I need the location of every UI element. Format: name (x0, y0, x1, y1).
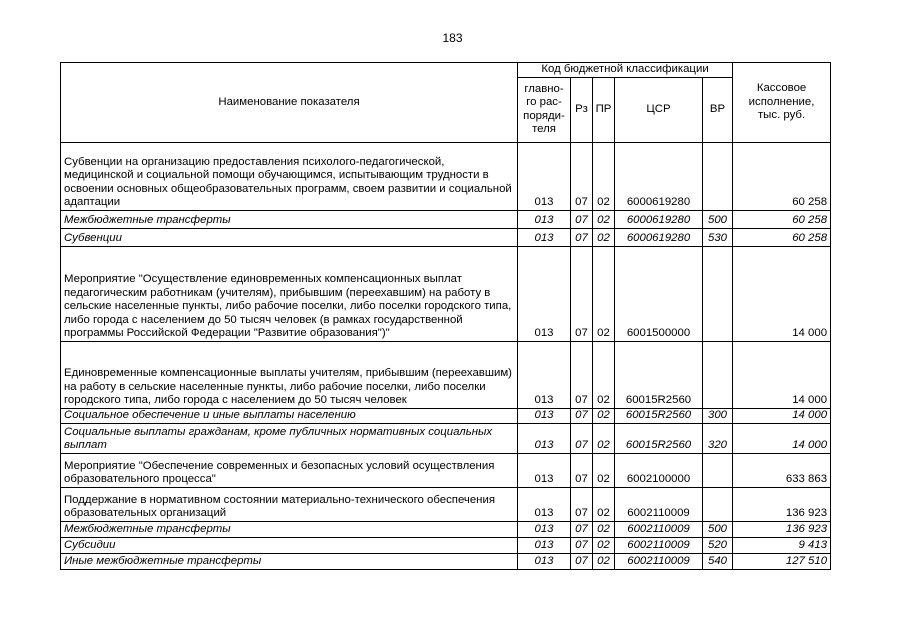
row-admin-code: 013 (518, 521, 571, 537)
header-pr: ПР (593, 77, 615, 142)
row-rz: 07 (571, 142, 593, 210)
row-name: Иные межбюджетные трансферты (61, 553, 518, 569)
row-name: Единовременные компенсационные выплаты учителям, прибывшим (переехавшим) на работу в сельские населенные пункты, либо рабочие поселки, либо поселки городского типа, либо города с населением до 50 тысяч человек (61, 341, 518, 408)
row-name: Субсидии (61, 537, 518, 553)
table-row (61, 553, 831, 569)
row-vr: 300 (703, 408, 733, 423)
row-pr: 02 (593, 408, 615, 423)
row-vr (703, 453, 733, 487)
row-pr: 02 (593, 341, 615, 408)
row-name: Мероприятие "Осуществление единовременных компенсационных выплат педагогическим работникам (учителям), прибывшим (переехавшим) на работу в сельские населенные пункты, либо рабочие поселки, либо поселки городского типа, либо города с населением до 50 тысяч человек (в рамках государственной программы Российской Федерации "Развитие образования")" (61, 246, 518, 341)
row-pr: 02 (593, 453, 615, 487)
row-amount: 14 000 (733, 423, 831, 453)
row-csr: 6000619280 (615, 142, 703, 210)
header-name: Наименование показателя (61, 63, 518, 143)
row-amount: 60 258 (733, 228, 831, 246)
page-number: 183 (442, 31, 463, 45)
row-pr: 02 (593, 553, 615, 569)
row-amount: 60 258 (733, 210, 831, 228)
row-name: Поддержание в нормативном состоянии материально-технического обеспечения образовательных организаций (61, 487, 518, 521)
table-row (61, 453, 831, 487)
row-rz: 07 (571, 341, 593, 408)
row-csr: 6002110009 (615, 521, 703, 537)
row-amount: 14 000 (733, 408, 831, 423)
row-rz: 07 (571, 537, 593, 553)
table-row (61, 521, 831, 537)
header-vr: ВР (703, 77, 733, 142)
row-vr (703, 341, 733, 408)
row-pr: 02 (593, 521, 615, 537)
table-row (61, 408, 831, 423)
row-pr: 02 (593, 210, 615, 228)
row-admin-code: 013 (518, 142, 571, 210)
row-amount: 14 000 (733, 341, 831, 408)
row-amount: 127 510 (733, 553, 831, 569)
row-rz: 07 (571, 453, 593, 487)
row-name: Социальное обеспечение и иные выплаты населению (61, 408, 518, 423)
row-vr: 500 (703, 210, 733, 228)
row-admin-code: 013 (518, 341, 571, 408)
row-csr: 6000619280 (615, 228, 703, 246)
row-csr: 6002100000 (615, 453, 703, 487)
row-pr: 02 (593, 246, 615, 341)
row-vr: 530 (703, 228, 733, 246)
row-pr: 02 (593, 423, 615, 453)
row-name: Межбюджетные трансферты (61, 521, 518, 537)
row-csr: 6002110009 (615, 537, 703, 553)
header-amount: Кассовое исполнение, тыс. руб. (733, 63, 831, 143)
row-pr: 02 (593, 142, 615, 210)
row-name: Субвенции (61, 228, 518, 246)
row-admin-code: 013 (518, 423, 571, 453)
row-csr: 6000619280 (615, 210, 703, 228)
row-vr: 320 (703, 423, 733, 453)
row-vr: 540 (703, 553, 733, 569)
row-rz: 07 (571, 246, 593, 341)
row-pr: 02 (593, 487, 615, 521)
row-vr (703, 246, 733, 341)
row-amount: 633 863 (733, 453, 831, 487)
row-admin-code: 013 (518, 246, 571, 341)
header-admin: главно-го рас-поряди-теля (518, 77, 571, 142)
row-name: Социальные выплаты гражданам, кроме публичных нормативных социальных выплат (61, 423, 518, 453)
table-row (61, 423, 831, 453)
row-vr (703, 487, 733, 521)
row-vr: 520 (703, 537, 733, 553)
row-amount: 14 000 (733, 246, 831, 341)
row-rz: 07 (571, 553, 593, 569)
row-pr: 02 (593, 228, 615, 246)
row-rz: 07 (571, 408, 593, 423)
row-admin-code: 013 (518, 537, 571, 553)
header-code-group: Код бюджетной классификации (518, 63, 733, 78)
row-vr (703, 142, 733, 210)
row-admin-code: 013 (518, 210, 571, 228)
row-name: Субвенции на организацию предоставления психолого-педагогической, медицинской и социальной помощи обучающимся, испытывающим трудности в освоении основных общеобразовательных программ, своем развитии и социальной адаптации (61, 142, 518, 210)
row-amount: 60 258 (733, 142, 831, 210)
row-amount: 136 923 (733, 487, 831, 521)
budget-table (60, 62, 831, 570)
row-amount: 136 923 (733, 521, 831, 537)
row-rz: 07 (571, 210, 593, 228)
table-row (61, 142, 831, 210)
table-row (61, 228, 831, 246)
row-csr: 6002110009 (615, 487, 703, 521)
header-rz: Рз (571, 77, 593, 142)
row-admin-code: 013 (518, 408, 571, 423)
row-admin-code: 013 (518, 553, 571, 569)
table-row (61, 537, 831, 553)
row-name: Межбюджетные трансферты (61, 210, 518, 228)
table-row (61, 487, 831, 521)
row-amount: 9 413 (733, 537, 831, 553)
row-rz: 07 (571, 228, 593, 246)
row-csr: 60015R2560 (615, 341, 703, 408)
table-row (61, 210, 831, 228)
row-pr: 02 (593, 537, 615, 553)
table-row (61, 341, 831, 408)
row-rz: 07 (571, 487, 593, 521)
row-csr: 6001500000 (615, 246, 703, 341)
row-csr: 60015R2560 (615, 423, 703, 453)
row-vr: 500 (703, 521, 733, 537)
row-csr: 60015R2560 (615, 408, 703, 423)
row-name: Мероприятие "Обеспечение современных и безопасных условий осуществления образовательного процесса" (61, 453, 518, 487)
table-body (61, 142, 831, 569)
row-rz: 07 (571, 521, 593, 537)
row-admin-code: 013 (518, 228, 571, 246)
row-rz: 07 (571, 423, 593, 453)
table-row (61, 246, 831, 341)
header-csr: ЦСР (615, 77, 703, 142)
row-admin-code: 013 (518, 487, 571, 521)
row-csr: 6002110009 (615, 553, 703, 569)
row-admin-code: 013 (518, 453, 571, 487)
